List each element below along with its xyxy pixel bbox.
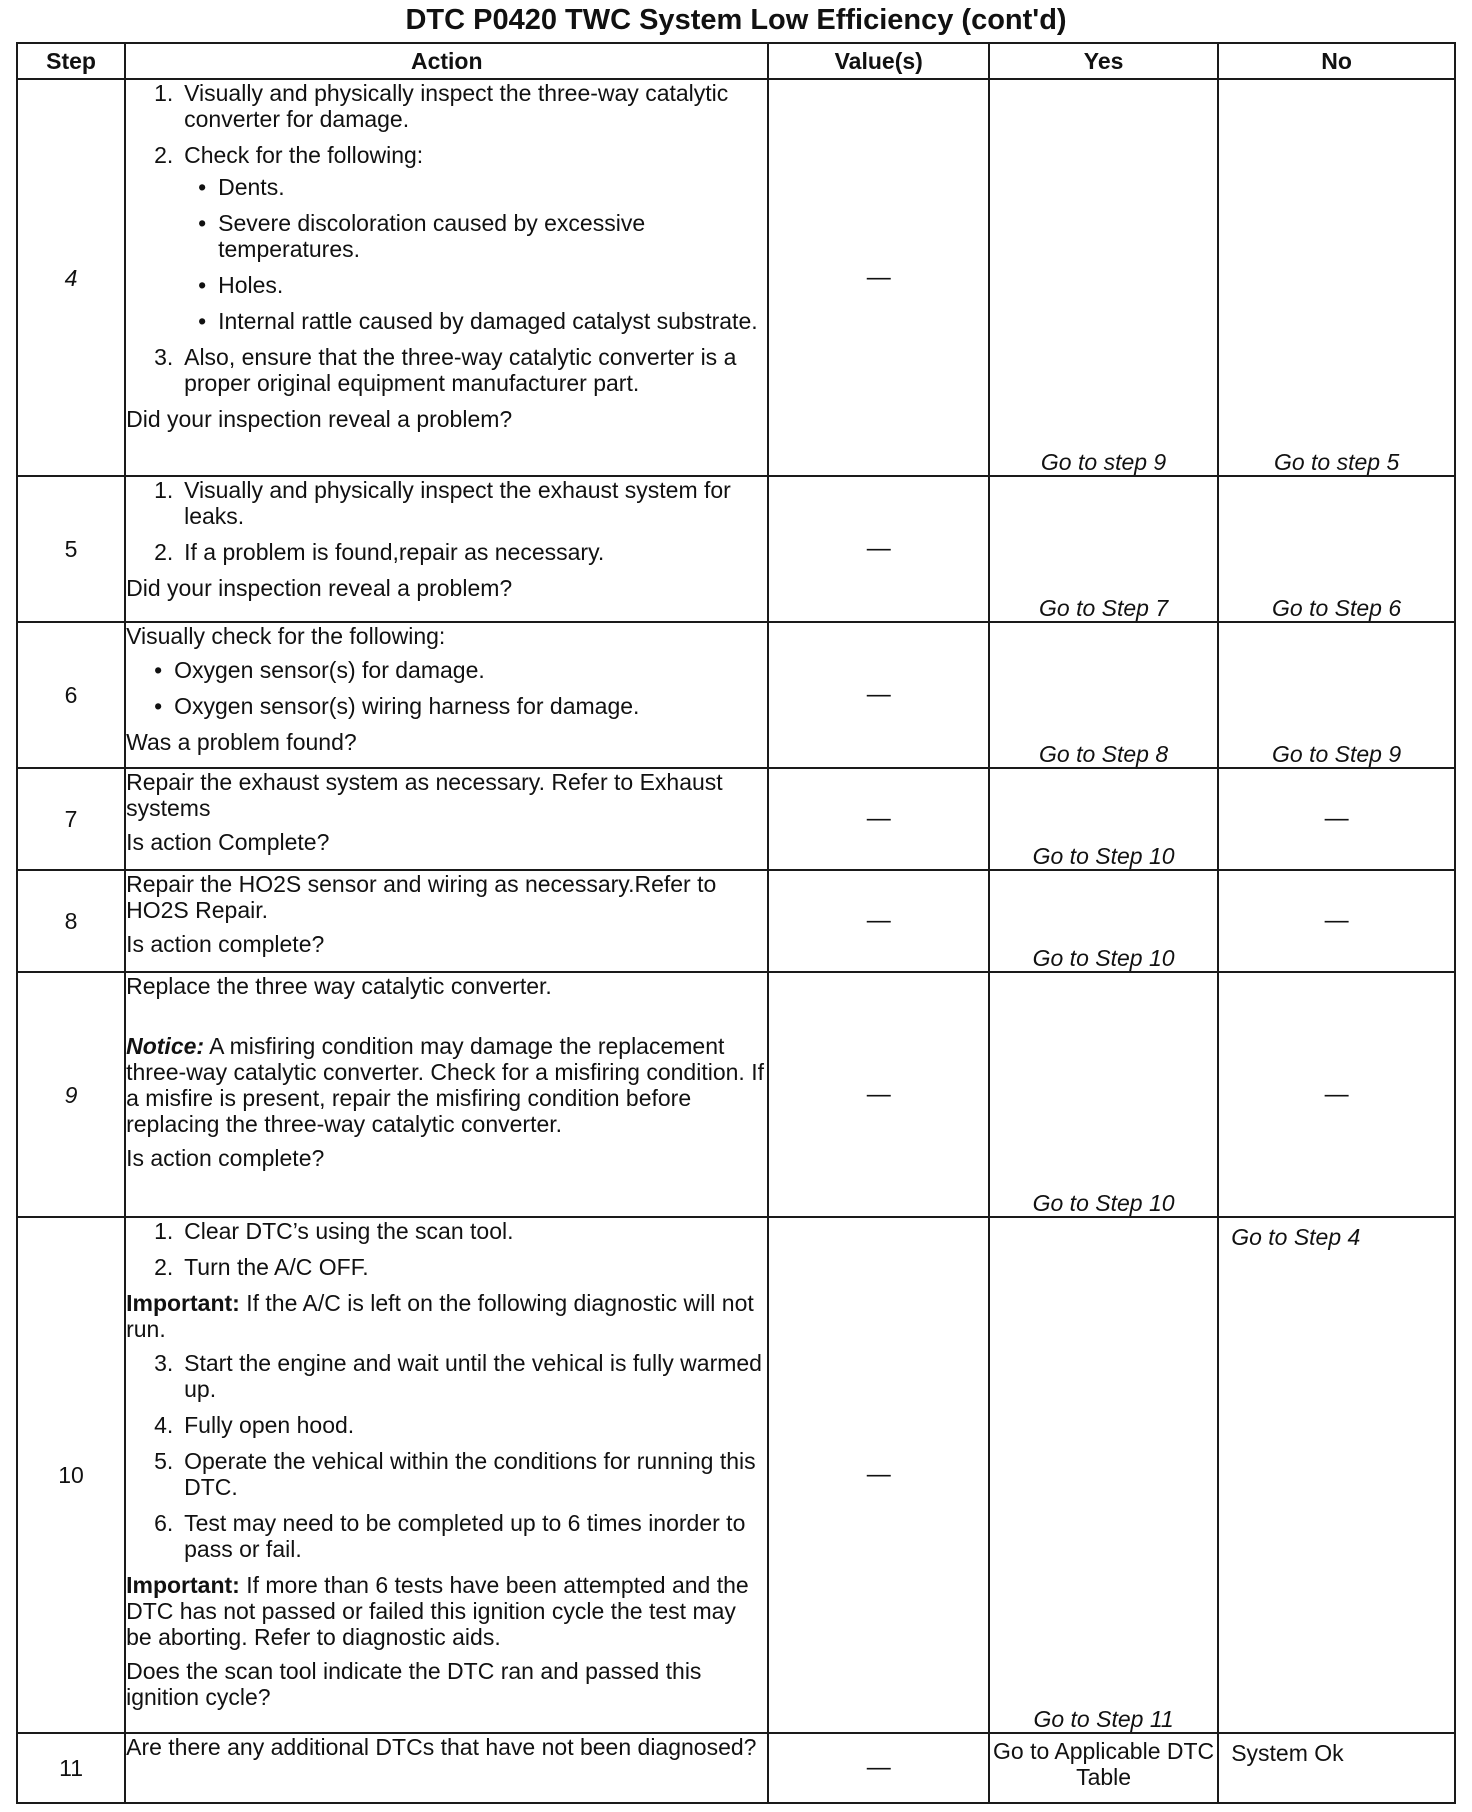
list-item: 1. Clear DTC’s using the scan tool. <box>154 1218 514 1244</box>
action-cell <box>125 768 768 870</box>
value-cell: — <box>768 870 989 972</box>
step-number: 6 <box>17 622 125 768</box>
important-note: Important: If more than 6 tests have been attempted and the DTC has not passed or failed this ignition cycle the test may be aborting. Refer to diagnostic aids. <box>126 1572 749 1650</box>
bullet-item: • Oxygen sensor(s) for damage. <box>154 657 485 683</box>
yes-cell: Go to Step 8 <box>989 622 1218 768</box>
action-cell <box>125 476 768 622</box>
list-item: 1. Visually and physically inspect the exhaust system for leaks. <box>154 477 731 529</box>
bullet-item: • Dents. <box>198 174 285 200</box>
value-cell: — <box>768 768 989 870</box>
header-values: Value(s) <box>768 43 989 79</box>
table-header-row <box>17 43 1455 79</box>
intro-text: Visually check for the following: <box>126 623 446 649</box>
action-cell <box>125 79 768 476</box>
list-item: 4. Fully open hood. <box>154 1412 355 1438</box>
yes-cell: Go to step 9 <box>989 79 1218 476</box>
table-row-step-11 <box>17 1733 1455 1803</box>
list-item: 3. Start the engine and wait until the vehical is fully warmed up. <box>154 1350 762 1402</box>
bullet-item: • Holes. <box>198 272 284 298</box>
action-text: Repair the exhaust system as necessary. Refer to Exhaust systems <box>126 769 723 821</box>
no-cell: System Ok <box>1218 1733 1455 1803</box>
header-action: Action <box>125 43 768 79</box>
action-cell <box>125 870 768 972</box>
table-row-step-9 <box>17 972 1455 1217</box>
table-row-step-6 <box>17 622 1455 768</box>
list-item: 2. If a problem is found,repair as necessary. <box>154 539 605 565</box>
yes-cell: Go to Step 10 <box>989 870 1218 972</box>
table-row-step-7 <box>17 768 1455 870</box>
no-cell: Go to step 5 <box>1218 79 1455 476</box>
table-row-step-5 <box>17 476 1455 622</box>
question-text: Did your inspection reveal a problem? <box>126 406 513 432</box>
value-cell: — <box>768 1733 989 1803</box>
list-item: 6. Test may need to be completed up to 6 times inorder to pass or fail. <box>154 1510 746 1562</box>
table-row-step-4 <box>17 79 1455 476</box>
action-text: Repair the HO2S sensor and wiring as necessary.Refer to HO2S Repair. <box>126 871 717 923</box>
table-row-step-8 <box>17 870 1455 972</box>
no-cell: Go to Step 4 <box>1218 1217 1455 1733</box>
bullet-item: • Oxygen sensor(s) wiring harness for damage. <box>154 693 640 719</box>
no-cell: Go to Step 6 <box>1218 476 1455 622</box>
list-item: 1. Visually and physically inspect the three-way catalytic converter for damage. <box>154 80 729 132</box>
step-number: 5 <box>17 476 125 622</box>
yes-cell: Go to Step 10 <box>989 768 1218 870</box>
value-cell: — <box>768 622 989 768</box>
step-number: 4 <box>17 79 125 476</box>
page-title: DTC P0420 TWC System Low Efficiency (cont'd) <box>405 4 1067 36</box>
question-text: Is action complete? <box>126 931 325 957</box>
no-cell: — <box>1218 870 1455 972</box>
question-text: Was a problem found? <box>126 729 357 755</box>
header-no: No <box>1218 43 1455 79</box>
no-cell: — <box>1218 768 1455 870</box>
bullet-item: • Severe discoloration caused by excessive temperatures. <box>198 210 646 262</box>
list-item: 2. Turn the A/C OFF. <box>154 1254 369 1280</box>
question-text: Is action Complete? <box>126 829 330 855</box>
value-cell: — <box>768 1217 989 1733</box>
diagnostic-table <box>16 42 1456 1804</box>
yes-cell: Go to Step 10 <box>989 972 1218 1217</box>
action-cell <box>125 1733 768 1803</box>
question-text: Does the scan tool indicate the DTC ran and passed this ignition cycle? <box>126 1658 702 1710</box>
value-cell: — <box>768 972 989 1217</box>
step-number: 8 <box>17 870 125 972</box>
action-cell <box>125 972 768 1217</box>
list-item: 5. Operate the vehical within the conditions for running this DTC. <box>154 1448 756 1500</box>
value-cell: — <box>768 476 989 622</box>
action-cell <box>125 622 768 768</box>
question-text: Is action complete? <box>126 1145 325 1171</box>
action-text: Replace the three way catalytic converter. <box>126 973 552 999</box>
header-yes: Yes <box>989 43 1218 79</box>
table-row-step-10 <box>17 1217 1455 1733</box>
value-cell: — <box>768 79 989 476</box>
yes-cell: Go to Step 11 <box>989 1217 1218 1733</box>
step-number: 11 <box>17 1733 125 1803</box>
step-number: 7 <box>17 768 125 870</box>
step-number: 9 <box>17 972 125 1217</box>
list-item: 3. Also, ensure that the three-way catalytic converter is a proper original equipment manufacturer part. <box>154 344 737 396</box>
no-cell: Go to Step 9 <box>1218 622 1455 768</box>
list-item: 2. Check for the following: • Dents. • Severe discoloration caused by excessive temperatures. • Holes. • Internal rattle caused by damaged catalyst substrate. <box>126 142 767 334</box>
yes-cell: Go to Step 7 <box>989 476 1218 622</box>
no-cell: — <box>1218 972 1455 1217</box>
action-cell <box>125 1217 768 1733</box>
question-text: Did your inspection reveal a problem? <box>126 575 513 601</box>
yes-cell: Go to Applicable DTC Table <box>989 1733 1218 1803</box>
notice-text: Notice: A misfiring condition may damage the replacement three-way catalytic converter. Check for a misfiring condition. If a misfire is present, repair the misfiring condition before replacing the three-way catalytic converter. <box>126 1033 764 1137</box>
step-number: 10 <box>17 1217 125 1733</box>
header-step: Step <box>17 43 125 79</box>
bullet-item: • Internal rattle caused by damaged catalyst substrate. <box>198 308 758 334</box>
question-text: Are there any additional DTCs that have not been diagnosed? <box>126 1734 757 1760</box>
important-note: Important: If the A/C is left on the following diagnostic will not run. <box>126 1290 754 1342</box>
